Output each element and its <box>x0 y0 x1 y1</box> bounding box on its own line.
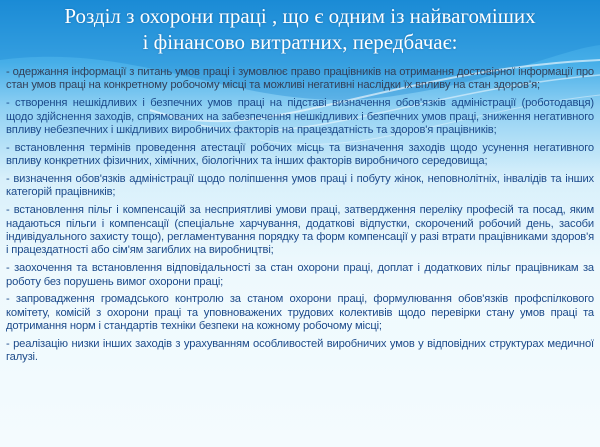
title-line-1: Розділ з охорони праці , що є одним із найвагоміших <box>64 4 536 28</box>
list-item: - одержання інформації з питань умов праці і зумовлює право працівників на отримання достовірної інформації про стан умов праці на конкретному робочому місці та можливі негативні наслідки їх впливу на стан здоров’я; <box>6 66 594 92</box>
title-line-2: і фінансово витратних, передбачає: <box>142 30 458 54</box>
list-item: - запровадження громадського контролю за станом охорони праці, формулювання обов'язків профспілкового комітету, комісій з охорони праці та уповноважених трудових колективів щодо перевірки стану умов праці та дотримання норм і стандартів техніки безпеки на кожному робочому місці; <box>6 293 594 333</box>
list-item: - встановлення термінів проведення атестації робочих місць та визначення заходів щодо усунення негативного впливу конкретних фізичних, хімічних, біологічних та інших факторів виробничого середовища; <box>6 141 594 168</box>
list-item: - визначення обов'язків адміністрації щодо поліпшення умов праці і побуту жінок, неповнолітніх, інвалідів та інших категорій працівників; <box>6 173 594 199</box>
list-item: - створення нешкідливих і безпечних умов праці на підставі визначення обов'язків адміністрації (роботодавця) щодо здійснення заходів, спрямованих на забезпечення нешкідливих і безпечних умов праці, зниження негативного впливу небезпечних і шкідливих виробничих факторів на працездатність та здоров'я працівників; <box>6 97 594 137</box>
list-item: - реалізацію низки інших заходів з урахуванням особливостей виробничих умов у відповідних структурах медичної галузі. <box>6 338 594 364</box>
list-item: - встановлення пільг і компенсацій за несприятливі умови праці, затвердження переліку професій та посад, яким надаються пільги і компенсації (спеціальне харчування, додаткові відпустки, скорочений робочий день, засоби індивідуального захисту тощо), регламентування порядку та форм компенсації у разі втрати працівниками здоров'я і працездатності або сім'ям загиблих на виробництві; <box>6 204 594 257</box>
bullet-list <box>6 66 594 369</box>
list-item: - заохочення та встановлення відповідальності за стан охорони праці, доплат і додаткових пільг працівникам за роботу без порушень вимог охорони праці; <box>6 262 594 288</box>
slide-title <box>0 3 600 55</box>
